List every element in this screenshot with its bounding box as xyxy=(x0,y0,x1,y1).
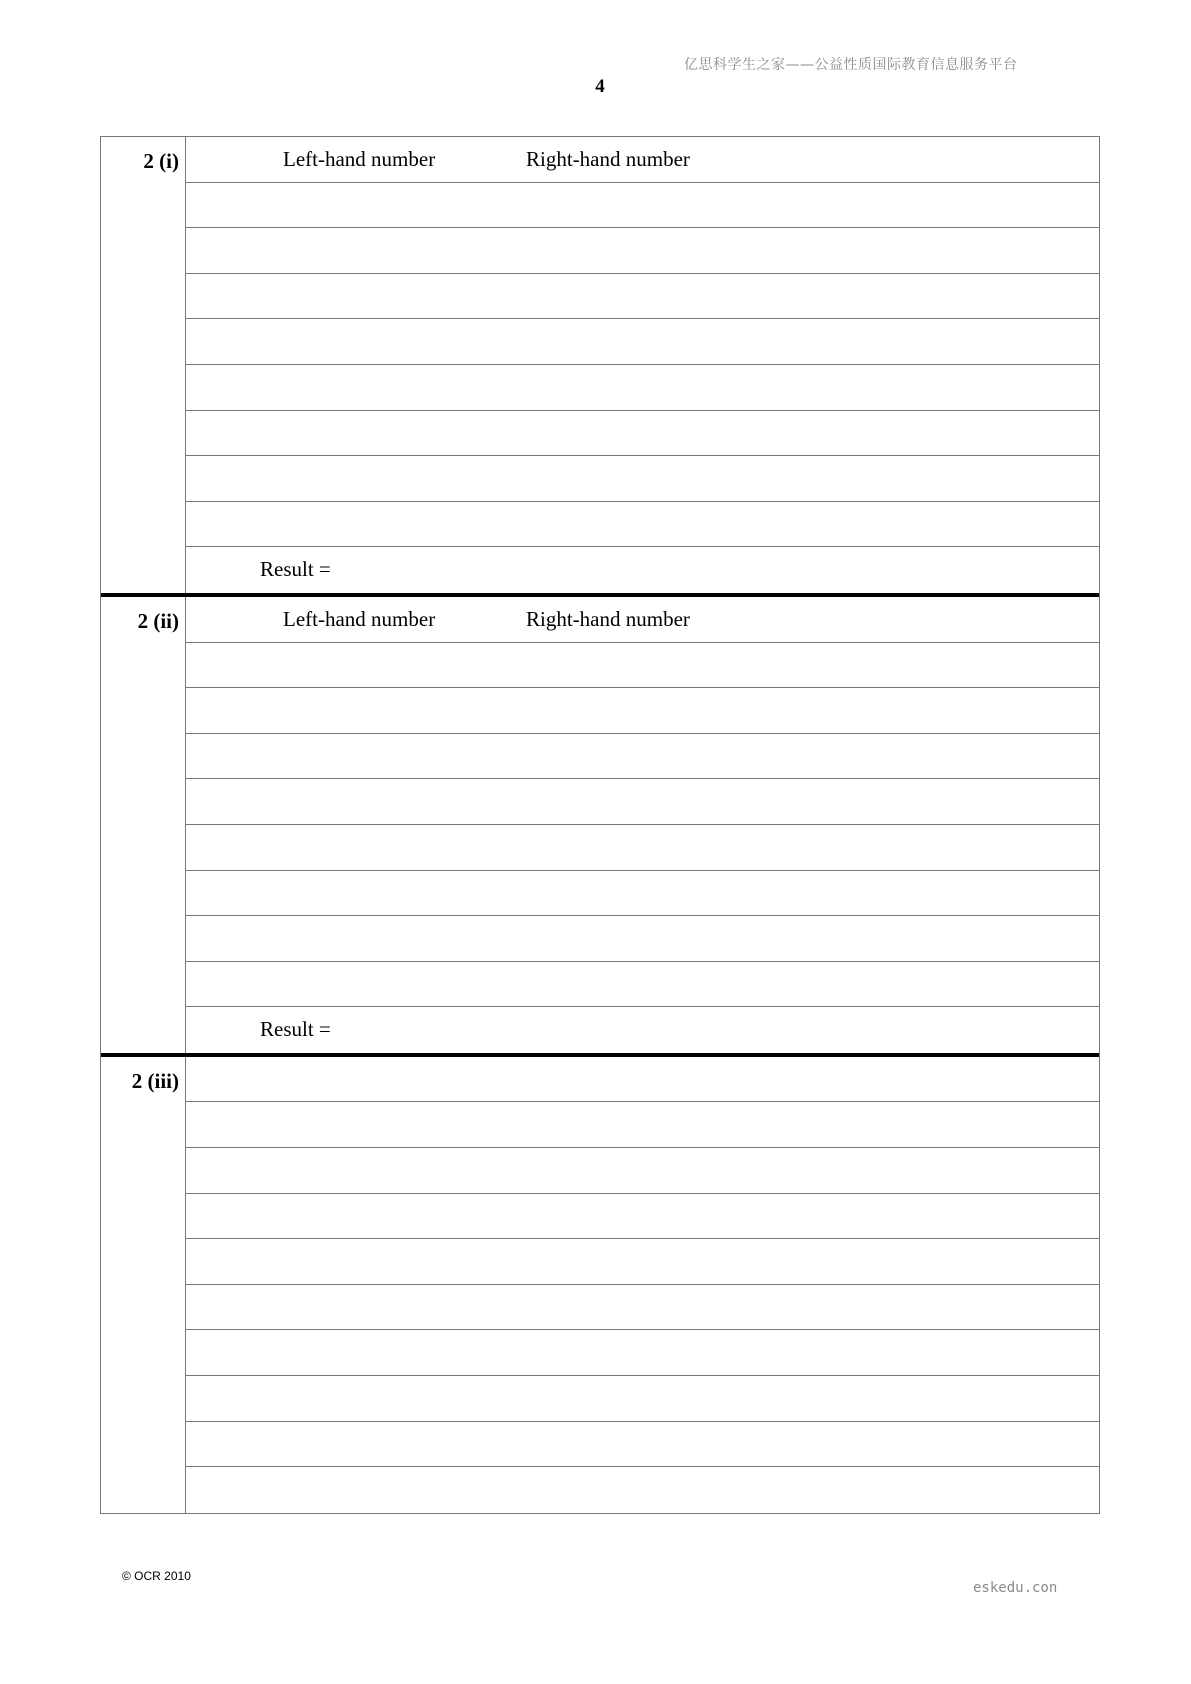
left-hand-number-heading: Left-hand number xyxy=(283,606,436,631)
answer-line[interactable] xyxy=(186,1057,1099,1103)
answer-line[interactable] xyxy=(186,916,1099,962)
header-row xyxy=(186,137,1099,183)
question-label: 2 (ii) xyxy=(101,597,186,1053)
answer-line[interactable] xyxy=(186,1467,1099,1513)
answer-line[interactable] xyxy=(186,962,1099,1008)
answer-line[interactable] xyxy=(186,365,1099,411)
answer-line[interactable] xyxy=(186,274,1099,320)
answer-line[interactable] xyxy=(186,825,1099,871)
answer-line[interactable] xyxy=(186,779,1099,825)
section-2-iii xyxy=(101,1053,1099,1513)
answer-lines xyxy=(186,597,1099,1053)
answer-line[interactable] xyxy=(186,1148,1099,1194)
result-label: Result = xyxy=(260,1017,331,1042)
result-row[interactable] xyxy=(186,1007,1099,1053)
answer-line[interactable] xyxy=(186,871,1099,917)
answer-line[interactable] xyxy=(186,319,1099,365)
answer-line[interactable] xyxy=(186,1239,1099,1285)
page-number: 4 xyxy=(595,76,605,97)
header-row xyxy=(186,597,1099,643)
watermark-text: 亿思科学生之家——公益性质国际教育信息服务平台 xyxy=(684,57,1018,73)
answer-line[interactable] xyxy=(186,1102,1099,1148)
section-2-ii xyxy=(101,593,1099,1053)
left-hand-number-heading: Left-hand number xyxy=(283,147,436,171)
answer-line[interactable] xyxy=(186,502,1099,548)
answer-line[interactable] xyxy=(186,734,1099,780)
answer-line[interactable] xyxy=(186,228,1099,274)
answer-line[interactable] xyxy=(186,1422,1099,1468)
result-row[interactable] xyxy=(186,547,1099,593)
answer-line[interactable] xyxy=(186,1376,1099,1422)
answer-line[interactable] xyxy=(186,411,1099,457)
question-label: 2 (iii) xyxy=(101,1057,186,1513)
answer-line[interactable] xyxy=(186,688,1099,734)
answer-lines xyxy=(186,137,1099,593)
right-hand-number-heading: Right-hand number xyxy=(526,606,690,631)
question-label: 2 (i) xyxy=(101,137,186,593)
answer-lines xyxy=(186,1057,1099,1513)
answer-line[interactable] xyxy=(186,643,1099,689)
answer-sheet xyxy=(100,136,1100,1514)
copyright-notice: © OCR 2010 xyxy=(122,1569,191,1583)
answer-line[interactable] xyxy=(186,1194,1099,1240)
answer-line[interactable] xyxy=(186,456,1099,502)
right-hand-number-heading: Right-hand number xyxy=(526,147,690,171)
section-2-i xyxy=(101,137,1099,593)
answer-line[interactable] xyxy=(186,183,1099,229)
answer-line[interactable] xyxy=(186,1330,1099,1376)
answer-line[interactable] xyxy=(186,1285,1099,1331)
result-label: Result = xyxy=(260,557,331,582)
site-watermark: eskedu.con xyxy=(973,1580,1058,1596)
